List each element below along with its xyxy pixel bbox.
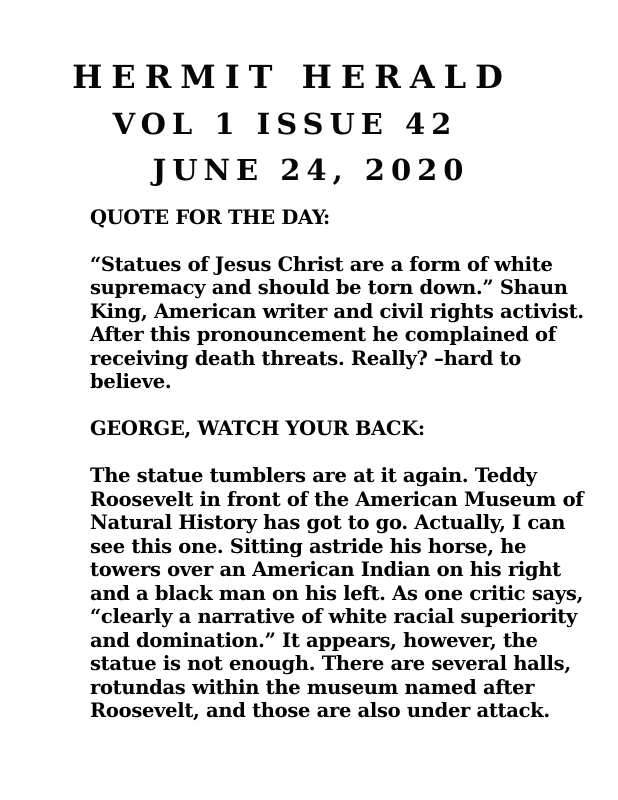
text-line: supremacy and should be torn down.” Shaun [90, 276, 568, 300]
newsletter-date: JUNE 24, 2020 [152, 153, 470, 188]
text-line: The statue tumblers are at it again. Teddy [90, 464, 537, 488]
text-line: King, American writer and civil rights activist. [90, 299, 584, 323]
section-heading-george-watch-your-back: GEORGE, WATCH YOUR BACK: [90, 417, 425, 441]
newsletter-volume-issue: VOL 1 ISSUE 42 [112, 106, 458, 141]
text-line: “clearly a narrative of white racial superiority [90, 605, 577, 629]
text-line: Roosevelt, and those are also under attack. [90, 699, 550, 723]
text-line: Natural History has got to go. Actually, I can [90, 511, 566, 535]
text-line: towers over an American Indian on his right [90, 558, 561, 582]
paragraph-george-watch-your-back [90, 464, 584, 723]
masthead [0, 0, 618, 187]
text-line: and domination.” It appears, however, the [90, 628, 538, 652]
section-heading-quote-for-the-day: QUOTE FOR THE DAY: [90, 205, 330, 229]
text-line: statue is not enough. There are several halls, [90, 652, 571, 676]
text-line: receiving death threats. Really? –hard to [90, 346, 522, 370]
text-line: “Statues of Jesus Christ are a form of white [90, 252, 553, 276]
article-body [90, 205, 584, 723]
text-line: and a black man on his left. As one critic says, [90, 581, 584, 605]
text-line: Roosevelt in front of the American Museum of [90, 487, 584, 511]
text-line: see this one. Sitting astride his horse, he [90, 534, 527, 558]
newsletter-title: HERMIT HERALD [72, 58, 512, 96]
text-line: After this pronouncement he complained of [90, 323, 556, 347]
text-line: rotundas within the museum named after [90, 675, 535, 699]
paragraph-quote-for-the-day [90, 252, 584, 394]
text-line: believe. [90, 370, 172, 394]
